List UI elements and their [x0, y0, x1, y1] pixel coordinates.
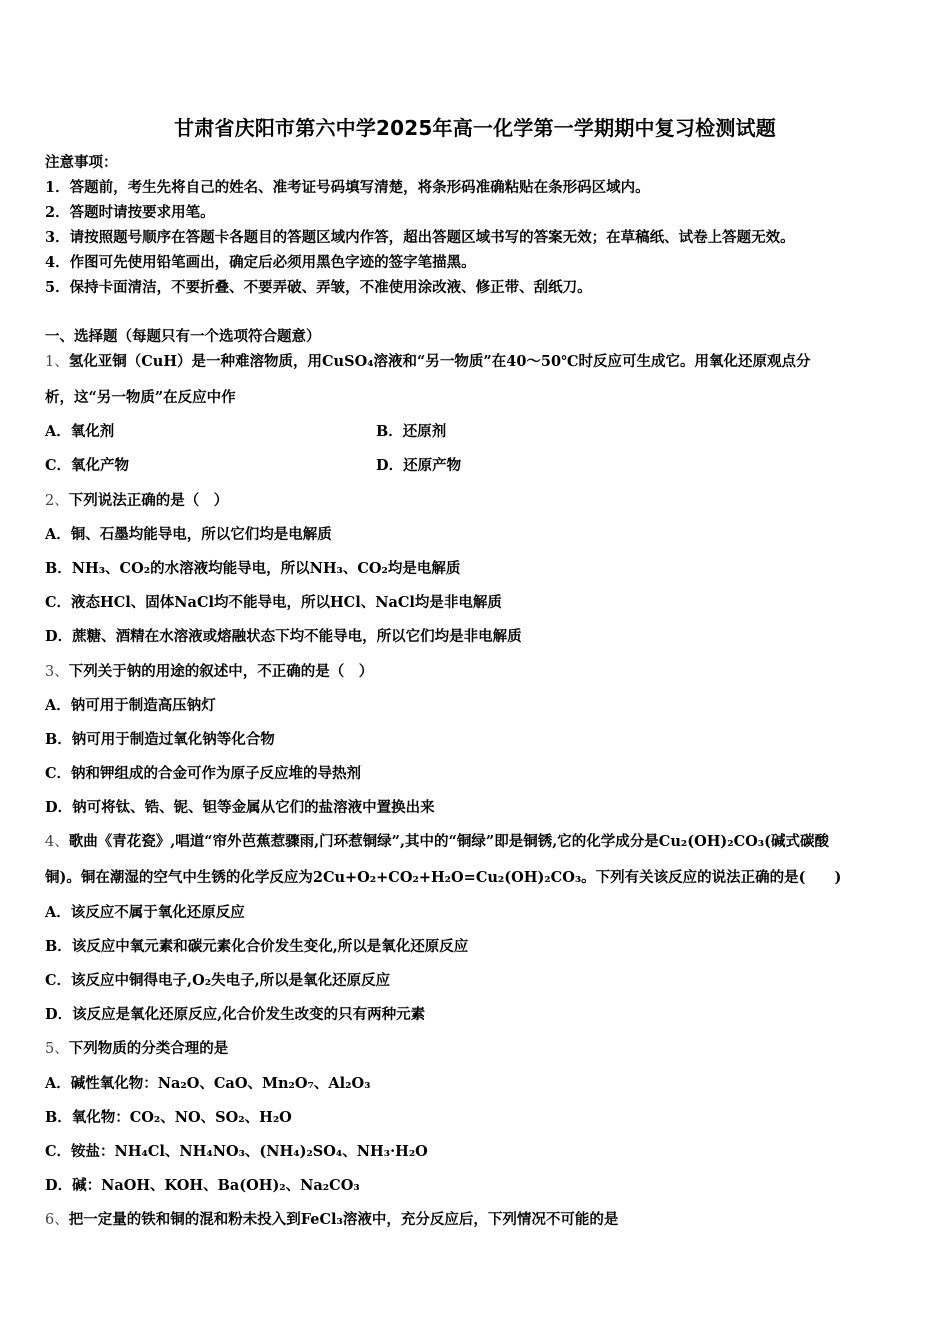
option: B．NH₃、CO₂的水溶液均能导电，所以NH₃、CO₂均是电解质	[45, 559, 461, 577]
note-item: 2．答题时请按要求用笔。	[45, 204, 215, 221]
question-text: 析，这“另一物质”在反应中作	[45, 389, 236, 406]
note-item: 5．保持卡面清洁，不要折叠、不要弄破、弄皱，不准使用涂改液、修正带、刮纸刀。	[45, 279, 592, 296]
question-text: 下列说法正确的是（ ）	[68, 491, 229, 509]
question-1	[45, 349, 925, 385]
option: D．碱：NaOH、KOH、Ba(OH)₂、Na₂CO₃	[45, 1177, 360, 1195]
question-number: 6、	[45, 1212, 69, 1229]
option: B．钠可用于制造过氧化钠等化合物	[45, 730, 275, 748]
option: D．蔗糖、酒精在水溶液或熔融状态下均不能导电，所以它们均是非电解质	[45, 628, 522, 646]
questions	[45, 324, 925, 1242]
question-number: 5、	[45, 1041, 69, 1058]
question-6	[45, 1207, 925, 1241]
question-2	[45, 488, 925, 522]
question-text: 氢化亚铜（CuH）是一种难溶物质，用CuSO₄溶液和“另一物质”在40～50℃时反应可生成它。用氧化还原观点分	[68, 353, 811, 370]
section-heading: 一、选择题（每题只有一个选项符合题意）	[45, 328, 321, 345]
note-item: 3．请按照题号顺序在答题卡各题目的答题区域内作答，超出答题区域书写的答案无效；在草稿纸、试卷上答题无效。	[45, 229, 795, 246]
option: A．钠可用于制造高压钠灯	[45, 696, 216, 714]
notes	[45, 150, 925, 300]
question-number: 3、	[45, 663, 69, 680]
option: B．该反应中氧元素和碳元素化合价发生变化,所以是氧化还原反应	[45, 937, 469, 955]
option: D．钠可将钛、锆、铌、钽等金属从它们的盐溶液中置换出来	[45, 799, 435, 817]
page-title: 甘肃省庆阳市第六中学2025年高一化学第一学期期中复习检测试题	[174, 116, 776, 140]
option: C．铵盐：NH₄Cl、NH₄NO₃、(NH₄)₂SO₄、NH₃·H₂O	[45, 1142, 428, 1160]
notes-heading: 注意事项：	[45, 154, 118, 171]
option: A．氧化剂	[45, 423, 115, 441]
note-item: 1．答题前，考生先将自己的姓名、准考证号码填写清楚，将条形码准确粘贴在条形码区域内。	[45, 179, 650, 196]
option: A．该反应不属于氧化还原反应	[45, 903, 245, 921]
option: B．还原剂	[376, 423, 447, 441]
question-5	[45, 1036, 925, 1070]
option: B．氧化物：CO₂、NO、SO₂、H₂O	[45, 1108, 292, 1126]
question-text: 下列物质的分类合理的是	[68, 1040, 229, 1058]
option-row	[45, 419, 925, 453]
question-text: 歌曲《青花瓷》,唱道“帘外芭蕉惹骤雨,门环惹铜绿”,其中的“铜绿”即是铜锈,它的化学成分是Cu₂(OH)₂CO₃(碱式碳酸	[68, 833, 830, 851]
option: A．碱性氧化物：Na₂O、CaO、Mn₂O₇、Al₂O₃	[45, 1074, 371, 1092]
question-text: 铜)。铜在潮湿的空气中生锈的化学反应为2Cu+O₂+CO₂+H₂O=Cu₂(OH)₂CO₃。下列有关该反应的说法正确的是( )	[45, 869, 842, 887]
option: C．该反应中铜得电子,O₂失电子,所以是氧化还原反应	[45, 972, 391, 989]
option: C．液态HCl、固体NaCl均不能导电，所以HCl、NaCl均是非电解质	[45, 594, 502, 612]
option: D．该反应是氧化还原反应,化合价发生改变的只有两种元素	[45, 1006, 426, 1024]
question-4	[45, 829, 925, 865]
question-text: 下列关于钠的用途的叙述中，不正确的是（ ）	[68, 662, 374, 680]
option: A．铜、石墨均能导电，所以它们均是电解质	[45, 525, 332, 543]
question-3	[45, 659, 925, 693]
note-item: 4．作图可先使用铅笔画出，确定后必须用黑色字迹的签字笔描黑。	[45, 254, 476, 271]
option: C．钠和钾组成的合金可作为原子反应堆的导热剂	[45, 765, 362, 783]
question-number: 2、	[45, 492, 69, 509]
question-number: 1、	[45, 354, 69, 370]
option: C．氧化产物	[45, 457, 130, 475]
question-text: 把一定量的铁和铜的混和粉未投入到FeCl₃溶液中，充分反应后，下列情况不可能的是	[68, 1211, 619, 1229]
option-row	[45, 453, 925, 487]
question-number: 4、	[45, 834, 69, 851]
option: D．还原产物	[376, 457, 462, 475]
